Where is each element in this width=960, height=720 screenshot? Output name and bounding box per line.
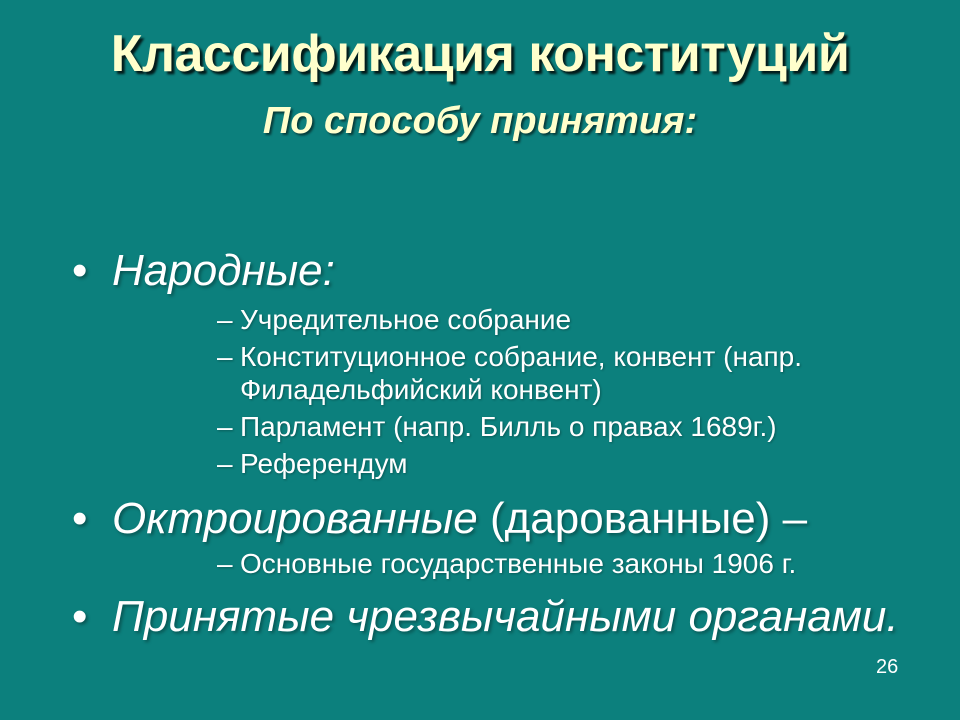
sub-item (217, 303, 827, 336)
dash-marker-icon: – (217, 341, 233, 372)
bullet-item-oktroirovannye (60, 494, 940, 544)
sub-item-label: Основные государственные законы 1906 г. (240, 548, 797, 579)
sub-item (217, 447, 827, 480)
sublist-oktroirovannye (217, 547, 827, 584)
dash-marker-icon: – (217, 448, 233, 479)
sublist-narodnye (217, 303, 827, 484)
bullet-label: Народные: (112, 246, 335, 295)
sub-item-label: Конституционное собрание, конвент (напр. Филадельфийский конвент) (240, 341, 803, 405)
bullet-label-regular-text: (дарованные) – (489, 494, 808, 543)
bullet-item-prinyatye (60, 592, 940, 642)
sub-item-label: Учредительное собрание (240, 304, 572, 335)
dash-marker-icon: – (217, 548, 233, 579)
bullet-marker-icon: • (72, 494, 88, 543)
bullet-label-italic: Октроированные (112, 494, 478, 543)
sub-item (217, 340, 827, 406)
sub-item-label: Парламент (напр. Билль о правах 1689г.) (240, 411, 777, 442)
dash-marker-icon: – (217, 411, 233, 442)
sub-item (217, 410, 827, 443)
bullet-marker-icon: • (72, 246, 88, 295)
sub-item-label: Референдум (240, 448, 408, 479)
bullet-label: Принятые чрезвычайными органами. (112, 592, 899, 641)
bullet-marker-icon: • (72, 592, 88, 641)
sub-item (217, 547, 827, 580)
page-number: 26 (876, 656, 899, 678)
slide-title: Классификация конституций (110, 25, 850, 83)
slide-subtitle: По способу принятия: (262, 100, 698, 142)
bullet-label-regular (490, 494, 807, 543)
bullet-item-narodnye (60, 246, 940, 296)
dash-marker-icon: – (217, 304, 233, 335)
